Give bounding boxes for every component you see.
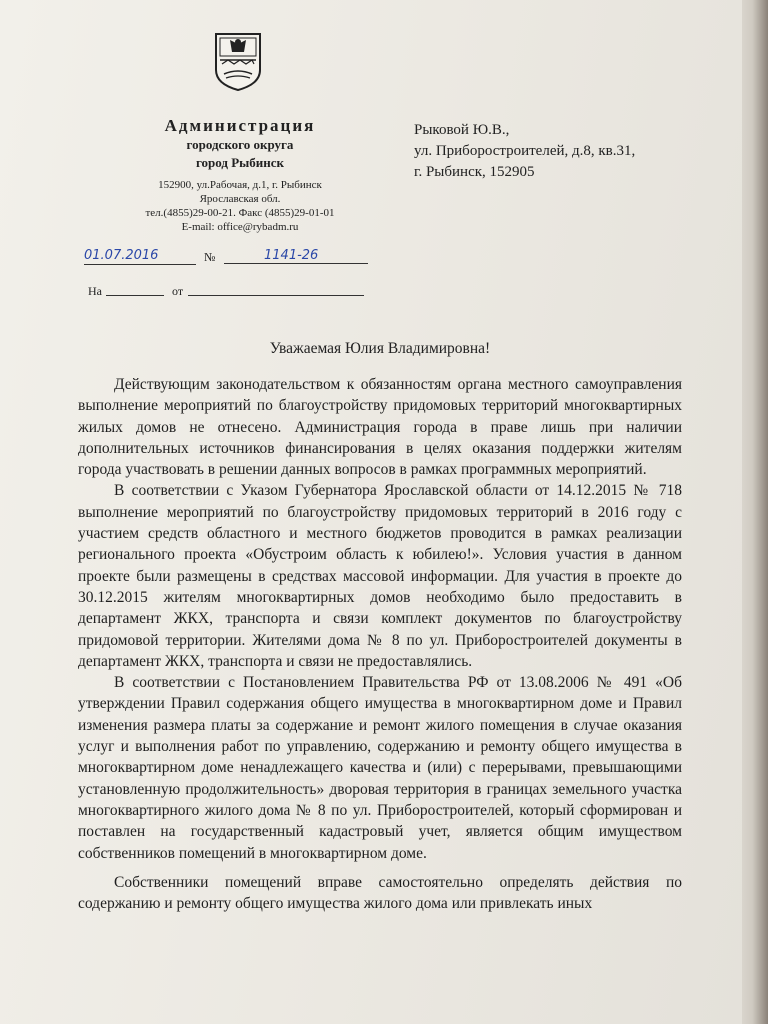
address-line: Ярославская обл.	[199, 193, 281, 205]
paragraph: В соответствии с Постановлением Правительства РФ от 13.08.2006 № 491 «Об утверждении Правил содержания общего имущества в многоквартирном доме и Правил изменения размера платы за содержание и ремонт жилого помещения в случае оказания услуг и выполнения работ по управлению, содержанию и ремонту общего имущества в многоквартирном доме ненадлежащего качества и (или) с перерывами, превышающими установленную продолжительность» дворовая территория в границах земельного участка многоквартирного жилого дома № 8 по ул. Приборостроителей, который сформирован и поставлен на государственный кадастровый учет, является общим имуществом собственников помещений в многоквартирном доме.	[78, 674, 682, 862]
address-line: E-mail: office@rybadm.ru	[181, 221, 299, 233]
ot-label: от	[172, 284, 184, 298]
recipient-line: Рыковой Ю.В.,	[414, 122, 510, 138]
recipient-line: г. Рыбинск, 152905	[414, 164, 535, 180]
number-label: №	[204, 250, 216, 264]
recipient-block	[414, 120, 635, 183]
address-line: 152900, ул.Рабочая, д.1, г. Рыбинск	[158, 179, 322, 191]
registration-row	[84, 248, 374, 268]
paragraph: Действующим законодательством к обязанностям органа местного самоуправления выполнение мероприятий по благоустройству придомовых территорий многоквартирных жилых домов не отнесено. Администрация города в праве лишь при наличии дополнительных источников финансирования в целях оказания поддержки жителям города участвовать в решении данных вопросов в рамках программных мероприятий.	[78, 376, 682, 479]
registration-number: 1141-26	[224, 248, 368, 264]
reference-row	[88, 284, 368, 300]
registration-date: 01.07.2016	[84, 248, 196, 265]
greeting: Уважаемая Юлия Владимировна!	[269, 340, 491, 357]
coat-of-arms-icon	[212, 30, 264, 92]
address-line: тел.(4855)29-00-21. Факс (4855)29-01-01	[145, 207, 335, 219]
sender-line-2: городского округа	[186, 137, 294, 152]
paragraph: Собственники помещений вправе самостоятельно определять действия по содержанию и ремонту общего имущества жилого дома или привлекать иных	[78, 873, 682, 913]
sender-block	[100, 116, 380, 234]
recipient-line: ул. Приборостроителей, д.8, кв.31,	[414, 143, 636, 159]
letter-body	[78, 374, 682, 914]
sender-line-3: город Рыбинск	[195, 155, 285, 170]
sender-address	[100, 178, 380, 234]
na-label: На	[88, 284, 102, 298]
paragraph: В соответствии с Указом Губернатора Ярославской области от 14.12.2015 № 718 выполнение мероприятий по благоустройству придомовых территорий в 2016 году с участием средств областного и местного бюджетов проводится в рамках реализации регионального проекта «Обустроим область к юбилею!». Условия участия в данном проекте были размещены в средствах массовой информации. Для участия в проекте до 30.12.2015 жителям многоквартирных домов необходимо было предоставить в департамент ЖКХ, транспорта и связи комплект документов по благоустройству придомовой территории. Жителями дома № 8 по ул. Приборостроителей документы в департамент ЖКХ, транспорта и связи не предоставлялись.	[78, 482, 682, 670]
sender-title: Администрация	[164, 116, 316, 135]
page-edge-shadow	[742, 0, 768, 1024]
na-blank-line	[106, 295, 164, 296]
ot-blank-line	[188, 295, 364, 296]
